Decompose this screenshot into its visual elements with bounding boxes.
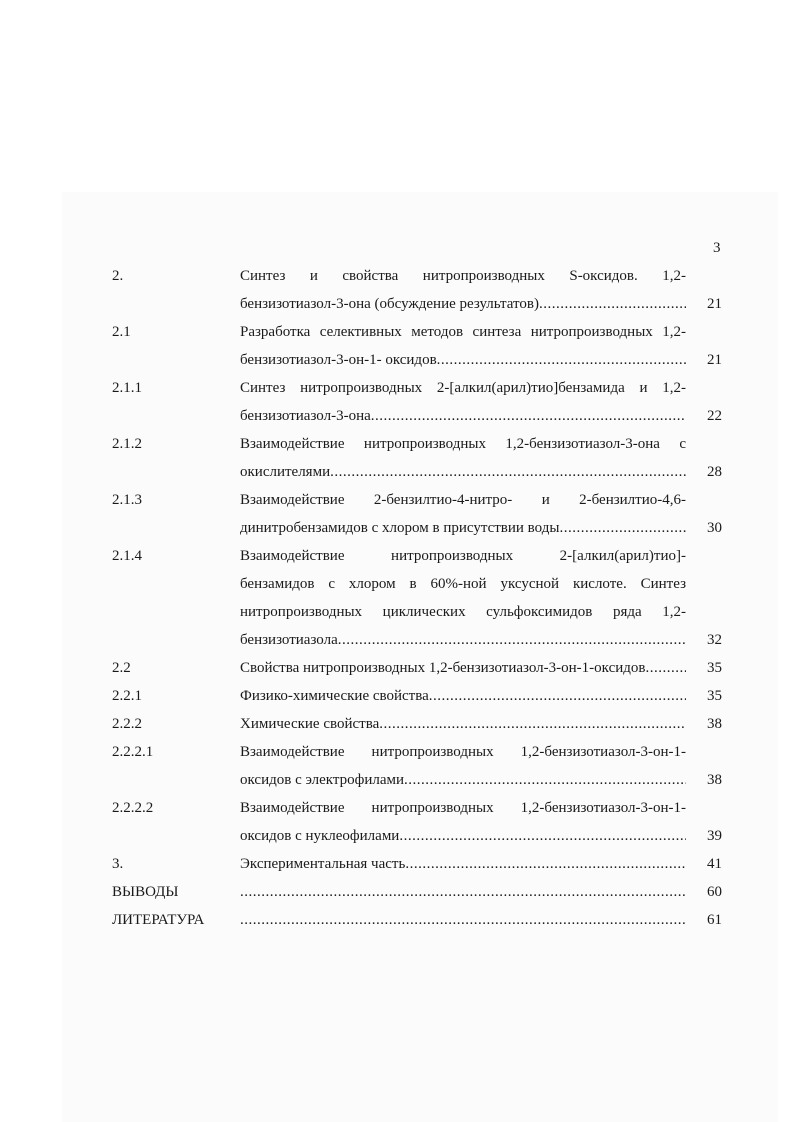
toc-entry-number: ВЫВОДЫ <box>112 884 179 900</box>
toc-entry-title-line: Взаимодействие 2-бензилтио-4-нитро- и 2-бензилтио-4,6- <box>240 492 686 508</box>
toc-entry-title-line: Синтез и свойства нитропроизводных S-оксидов. 1,2- <box>240 268 686 284</box>
toc-entry-title-line: Взаимодействие нитропроизводных 1,2-бензизотиазол-3-она с <box>240 436 686 452</box>
toc-entry-page: 32 <box>707 632 722 648</box>
toc-entry-title-line: бензамидов с хлором в 60%-ной уксусной кислоте. Синтез <box>240 576 686 592</box>
toc-entry-title-last-line: окислителями ..... <box>240 458 686 486</box>
toc-entry-title-line: Синтез нитропроизводных 2-[алкил(арил)тио]бензамида и 1,2- <box>240 380 686 396</box>
dot-leader <box>338 626 686 654</box>
toc-entry-number: 2.1.1 <box>112 380 142 396</box>
dot-leader <box>404 766 686 794</box>
toc-entry-title-last-line: бензизотиазол-3-она ..... <box>240 402 686 430</box>
toc-entry-title <box>240 850 686 878</box>
toc-entry-number: 2.2.2.1 <box>112 744 154 760</box>
toc-entry-number: 2.1.3 <box>112 492 142 508</box>
toc-entry-title <box>240 654 686 682</box>
toc-entry-number: 2.2.2 <box>112 716 142 732</box>
toc-entry-title <box>240 794 686 850</box>
toc-entry-title <box>240 710 686 738</box>
toc-entry-page: 60 <box>707 884 722 900</box>
dot-leader <box>645 654 686 682</box>
toc-entry-title <box>240 738 686 794</box>
toc-entry-number: 3. <box>112 856 124 872</box>
toc-entry-page: 22 <box>707 408 722 424</box>
dot-leader <box>437 346 686 374</box>
dot-leader <box>405 850 686 878</box>
toc-entry <box>0 682 793 710</box>
toc-entry <box>0 374 793 430</box>
toc-entry-title <box>240 430 686 486</box>
toc-entry <box>0 906 793 934</box>
toc-entry-page: 30 <box>707 520 722 536</box>
toc-entry-title <box>240 374 686 430</box>
dot-leader <box>379 710 686 738</box>
dot-leader <box>429 682 686 710</box>
toc-entry-page: 39 <box>707 828 722 844</box>
toc-entry <box>0 850 793 878</box>
toc-entry-page: 28 <box>707 464 722 480</box>
toc-entry-title-last-line: бензизотиазола ..... <box>240 626 686 654</box>
toc-entry-number: 2.2.1 <box>112 688 142 704</box>
table-of-contents <box>0 262 793 934</box>
toc-entry-title <box>240 542 686 654</box>
toc-entry-title-line: Взаимодействие нитропроизводных 1,2-бензизотиазол-3-он-1- <box>240 800 686 816</box>
toc-entry-page: 61 <box>707 912 722 928</box>
toc-entry <box>0 878 793 906</box>
toc-entry-page: 38 <box>707 772 722 788</box>
dot-leader <box>539 290 686 318</box>
toc-entry-title-last-line: оксидов с нуклеофилами ..... <box>240 822 686 850</box>
toc-entry-page: 35 <box>707 688 722 704</box>
dot-leader <box>240 878 686 906</box>
toc-entry <box>0 654 793 682</box>
toc-entry-title <box>240 878 686 906</box>
toc-entry-title <box>240 318 686 374</box>
dot-leader <box>399 822 686 850</box>
toc-entry-number: 2.1 <box>112 324 131 340</box>
dot-leader <box>559 514 686 542</box>
toc-entry-page: 21 <box>707 296 722 312</box>
toc-entry-page: 41 <box>707 856 722 872</box>
toc-entry <box>0 710 793 738</box>
toc-entry <box>0 794 793 850</box>
toc-entry-title-last-line: бензизотиазол-3-она (обсуждение результатов) ..... <box>240 290 686 318</box>
toc-entry-title-last-line: оксидов с электрофилами ..... <box>240 766 686 794</box>
toc-entry <box>0 318 793 374</box>
toc-entry-number: ЛИТЕРАТУРА <box>112 912 205 928</box>
toc-entry <box>0 738 793 794</box>
toc-entry <box>0 486 793 542</box>
toc-entry-title <box>240 262 686 318</box>
toc-entry-title-line: Взаимодействие нитропроизводных 1,2-бензизотиазол-3-он-1- <box>240 744 686 760</box>
toc-entry-page: 35 <box>707 660 722 676</box>
toc-entry-title <box>240 682 686 710</box>
toc-entry-title <box>240 906 686 934</box>
dot-leader <box>330 458 686 486</box>
dot-leader <box>371 402 686 430</box>
toc-entry-title-line: Разработка селективных методов синтеза нитропроизводных 1,2- <box>240 324 686 340</box>
toc-entry-title-line: Взаимодействие нитропроизводных 2-[алкил(арил)тио]- <box>240 548 686 564</box>
toc-entry-title-last-line: Экспериментальная часть ..... <box>240 850 686 878</box>
toc-entry-number: 2.2 <box>112 660 131 676</box>
toc-entry-title-last-line <box>240 878 686 906</box>
page-number: 3 <box>713 240 721 256</box>
dot-leader <box>240 906 686 934</box>
toc-entry-number: 2.2.2.2 <box>112 800 154 816</box>
toc-entry-number: 2.1.2 <box>112 436 142 452</box>
toc-entry-title-last-line: бензизотиазол-3-он-1- оксидов ..... <box>240 346 686 374</box>
toc-entry-title-last-line: Химические свойства ..... <box>240 710 686 738</box>
toc-entry-title-last-line: динитробензамидов с хлором в присутствии воды ..... <box>240 514 686 542</box>
toc-entry-title-last-line: Свойства нитропроизводных 1,2-бензизотиазол-3-он-1-оксидов ..... <box>240 654 686 682</box>
toc-entry-number: 2. <box>112 268 124 284</box>
toc-entry-title <box>240 486 686 542</box>
toc-entry-title-line: нитропроизводных циклических сульфоксимидов ряда 1,2- <box>240 604 686 620</box>
toc-entry-title-last-line: Физико-химические свойства ..... <box>240 682 686 710</box>
toc-entry-number: 2.1.4 <box>112 548 142 564</box>
toc-entry <box>0 262 793 318</box>
toc-entry <box>0 430 793 486</box>
toc-entry <box>0 542 793 654</box>
toc-entry-page: 38 <box>707 716 722 732</box>
toc-entry-title-last-line <box>240 906 686 934</box>
toc-entry-page: 21 <box>707 352 722 368</box>
